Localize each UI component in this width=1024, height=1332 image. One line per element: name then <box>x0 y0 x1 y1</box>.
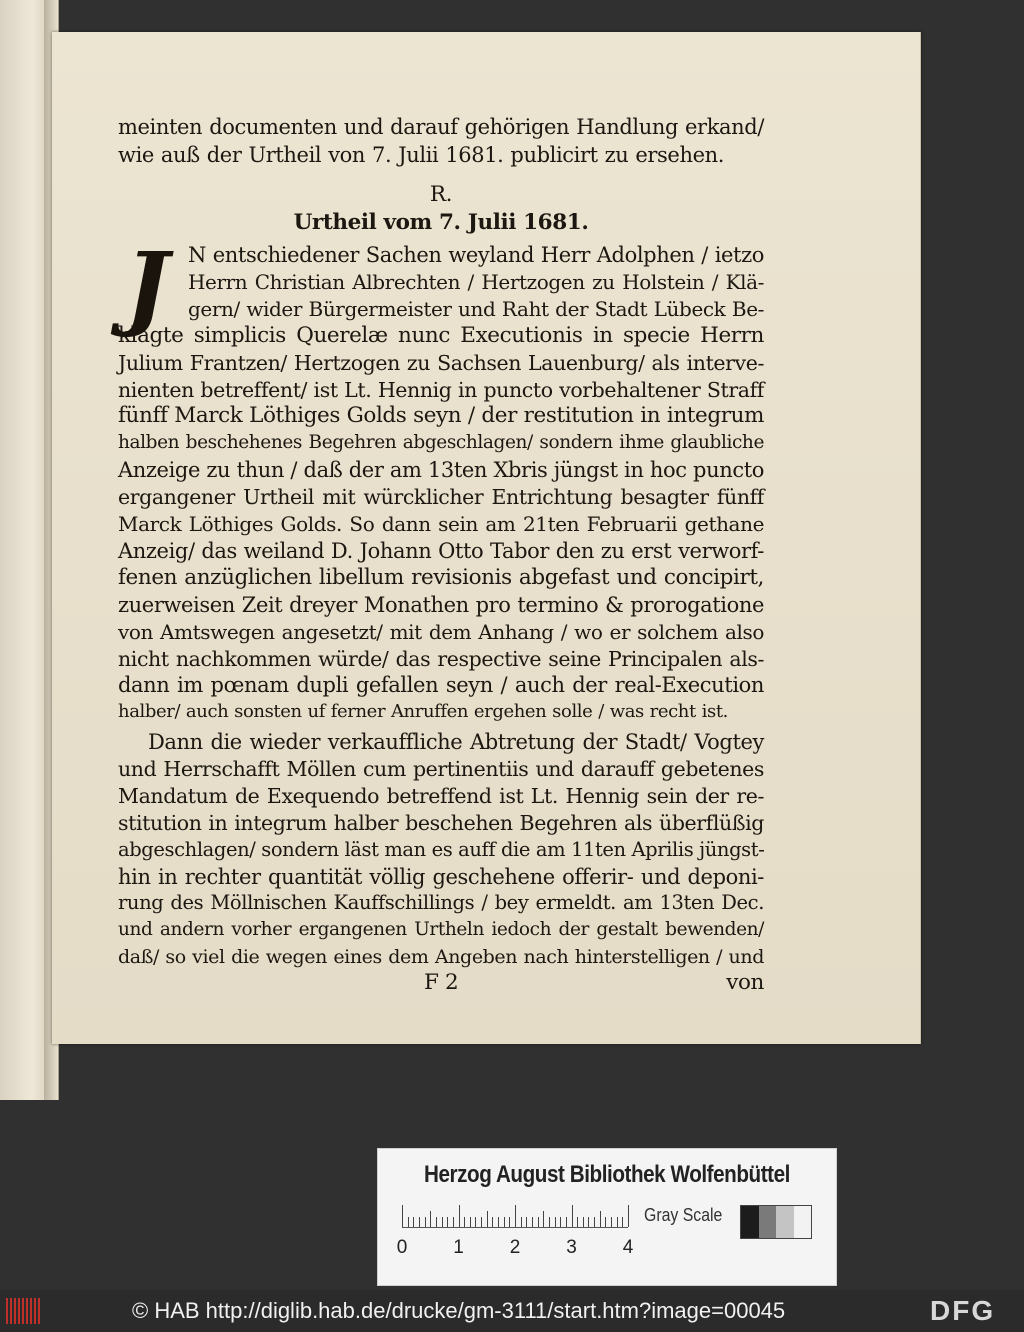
ruler-tick <box>594 1217 595 1227</box>
gray-swatch <box>759 1206 777 1238</box>
ruler-number: 2 <box>509 1237 521 1258</box>
ruler-tick <box>475 1217 476 1227</box>
paragraph-1-line: Marck Löthiges Golds. So dann sein am 21ten Februarii gethane <box>118 512 764 536</box>
paragraph-2-line: abgeschlagen/ sondern läst man es auff die am 11ten Aprilis jüngst- <box>118 837 765 861</box>
footer-bar <box>0 1290 1024 1332</box>
ruler-tick <box>430 1211 431 1227</box>
ruler-tick <box>481 1217 482 1227</box>
ruler-tick <box>543 1211 544 1227</box>
paragraph-1-line: fünff Marck Löthiges Golds seyn / der restitution in integrum <box>118 403 764 429</box>
dfg-logo: DFG <box>930 1295 996 1326</box>
drop-capital: J <box>125 232 169 340</box>
ruler-tick <box>436 1217 437 1227</box>
ruler-tick <box>532 1217 533 1227</box>
ruler-number: 0 <box>396 1237 408 1258</box>
ruler-tick <box>560 1217 561 1227</box>
copyright-url[interactable]: © HAB http://diglib.hab.de/drucke/gm-3111/start.htm?image=00045 <box>132 1298 786 1323</box>
ruler-number: 1 <box>453 1237 464 1258</box>
paragraph-2-line: hin in rechter quantität völlig geschehene offerir- und deponi- <box>118 864 764 889</box>
judgment-heading: Urtheil vom 7. Julii 1681. <box>293 210 589 235</box>
ruler-tick <box>492 1217 493 1227</box>
gray-swatch <box>794 1206 812 1238</box>
ruler-tick <box>583 1217 584 1227</box>
hab-barcode-icon <box>6 1298 42 1324</box>
ruler-tick <box>498 1217 499 1227</box>
ruler-tick <box>442 1217 443 1227</box>
ruler-tick <box>515 1205 516 1227</box>
ruler-tick <box>526 1217 527 1227</box>
ruler-tick <box>402 1205 403 1227</box>
ruler-tick <box>600 1211 601 1227</box>
grayscale-label: Gray Scale <box>644 1205 723 1225</box>
ruler-baseline <box>402 1227 628 1228</box>
paragraph-1-line: von Amtswegen angesetzt/ mit dem Anhang / wo er solchem also <box>118 619 764 644</box>
grayscale-swatches <box>740 1205 812 1239</box>
ruler-number: 3 <box>566 1237 577 1258</box>
paragraph-1-line: halben beschehenes Begehren abgeschlagen/ sondern ihme glaubliche <box>118 432 764 454</box>
ruler-tick <box>413 1217 414 1227</box>
section-letter: R. <box>429 182 453 207</box>
ruler-tick <box>464 1217 465 1227</box>
paragraph-1-line: Anzeig/ das weiland D. Johann Otto Tabor den zu erst verworf- <box>118 538 764 563</box>
paragraph-2-line: Mandatum de Exequendo betreffend ist Lt. Hennig sein der re- <box>118 783 764 808</box>
ruler-tick <box>628 1205 629 1227</box>
ruler-tick <box>588 1217 589 1227</box>
ruler-tick <box>605 1217 606 1227</box>
paragraph-1-line: zuerweisen Zeit dreyer Monathen pro termino & prorogatione <box>118 592 764 617</box>
ruler-tick <box>549 1217 550 1227</box>
ruler-tick <box>425 1217 426 1227</box>
ruler-tick <box>470 1217 471 1227</box>
intro-line-2: wie auß der Urtheil von 7. Julii 1681. publicirt zu ersehen. <box>118 143 724 167</box>
ruler-tick <box>447 1217 448 1227</box>
signature-mark: F 2 <box>424 970 459 995</box>
catchword: von <box>726 970 764 995</box>
paragraph-1-line: Julium Frantzen/ Hertzogen zu Sachsen Lauenburg/ als interve- <box>118 350 764 375</box>
intro-line-1: meinten documenten und darauf gehörigen Handlung erkand/ <box>118 115 764 139</box>
paragraph-1-line: nienten betreffent/ ist Lt. Hennig in puncto vorbehaltener Straff <box>118 377 764 402</box>
library-name: Herzog August Bibliothek Wolfenbüttel <box>424 1161 790 1188</box>
ruler-tick <box>577 1217 578 1227</box>
ruler-tick <box>555 1217 556 1227</box>
paragraph-2-line: daß/ so viel die wegen eines dem Angeben nach hinterstelligen / und <box>118 946 764 969</box>
ruler-tick <box>453 1217 454 1227</box>
gray-swatch <box>741 1206 759 1238</box>
document-page <box>52 32 921 1044</box>
gray-swatch <box>776 1206 794 1238</box>
paragraph-1-line: ergangener Urtheil mit würcklicher Entrichtung besagter fünff <box>118 485 764 510</box>
ruler-tick <box>538 1217 539 1227</box>
library-color-card <box>377 1148 837 1286</box>
ruler-tick <box>566 1217 567 1227</box>
paragraph-1-line: Anzeige zu thun / daß der am 13ten Xbris jüngst in hoc puncto <box>118 458 764 483</box>
paragraph-1-line: nicht nachkommen würde/ das respective seine Principalen als- <box>118 646 764 671</box>
ruler-tick <box>622 1217 623 1227</box>
ruler-tick <box>504 1217 505 1227</box>
paragraph-1-line: halber/ auch sonsten uf ferner Anruffen ergehen solle / was recht ist. <box>118 701 728 723</box>
paragraph-2-line: und andern vorher ergangenen Urtheln iedoch der gestalt bewenden/ <box>118 919 764 941</box>
ruler-tick <box>419 1217 420 1227</box>
ruler-tick <box>509 1217 510 1227</box>
paragraph-1-line: N entschiedener Sachen weyland Herr Adolphen / ietzo <box>188 243 764 267</box>
paragraph-1-line: klagte simplicis Querelæ nunc Executionis in specie Herrn <box>118 322 764 348</box>
paragraph-2-line: stitution in integrum halber beschehen Begehren als überflüßig <box>118 810 764 835</box>
ruler-number: 4 <box>622 1237 634 1258</box>
ruler-tick <box>408 1217 409 1227</box>
paragraph-1-line: fenen anzüglichen libellum revisionis abgefast und concipirt, <box>118 564 764 590</box>
ruler-tick <box>521 1217 522 1227</box>
ruler-tick <box>487 1211 488 1227</box>
paragraph-1-line: Herrn Christian Albrechten / Hertzogen zu Holstein / Klä- <box>188 269 764 294</box>
ruler-tick <box>617 1217 618 1227</box>
scale-ruler <box>396 1199 634 1258</box>
paragraph-2-line: Dann die wieder verkauffliche Abtretung der Stadt/ Vogtey <box>148 730 764 754</box>
paragraph-1-line: gern/ wider Bürgermeister und Raht der Stadt Lübeck Be- <box>188 296 764 321</box>
facing-page-edge <box>0 0 59 1100</box>
ruler-tick <box>572 1205 573 1227</box>
ruler-tick <box>459 1205 460 1227</box>
ruler-tick <box>611 1217 612 1227</box>
paragraph-2-line: und Herrschafft Möllen cum pertinentiis und darauff gebetenes <box>118 756 764 781</box>
paragraph-2-line: rung des Möllnischen Kauffschillings / bey ermeldt. am 13ten Dec. <box>118 891 764 915</box>
paragraph-1-line: dann im pœnam dupli gefallen seyn / auch der real-Execution <box>118 673 764 698</box>
